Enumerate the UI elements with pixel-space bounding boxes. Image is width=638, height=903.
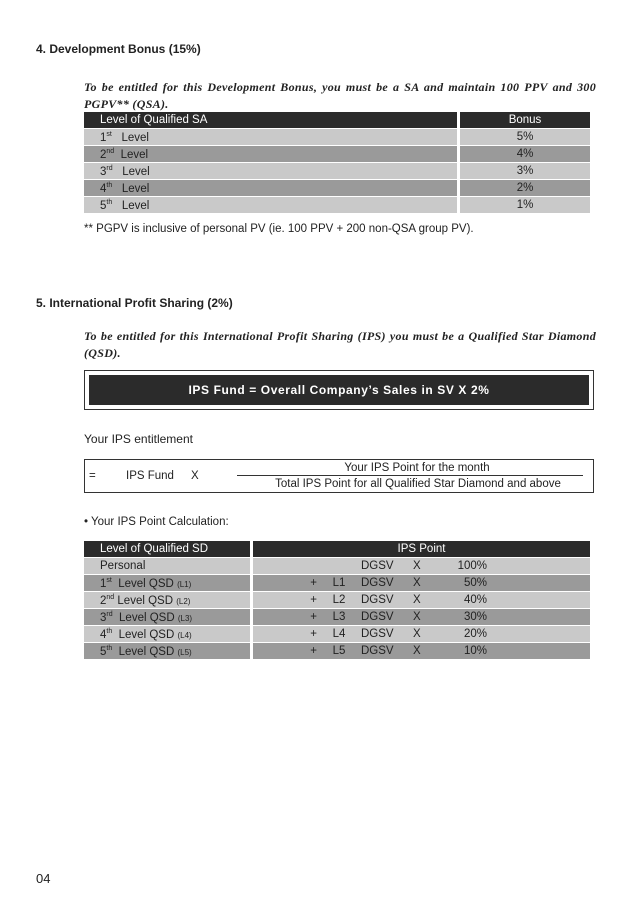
page-number: 04: [36, 871, 51, 886]
fraction-line: [237, 475, 583, 476]
table-row: 1st Level 5%: [84, 129, 590, 146]
table-row: 1st Level QSD (L1) + L1 DGSV X 50%: [84, 575, 590, 592]
development-bonus-table: [84, 112, 590, 214]
table-row: 3rd Level 3%: [84, 163, 590, 180]
table-row: 3rd Level QSD (L3) + L3 DGSV X 30%: [84, 609, 590, 626]
entitlement-label: Your IPS entitlement: [84, 432, 193, 446]
calc-label: • Your IPS Point Calculation:: [84, 516, 229, 528]
equals-sign: =: [89, 470, 96, 482]
ips-entitlement-formula: [84, 459, 594, 493]
table-row: 4th Level QSD (L4) + L4 DGSV X 20%: [84, 626, 590, 643]
ips-fund-formula: IPS Fund = Overall Company’s Sales in SV X 2%: [89, 375, 589, 405]
formula-denominator: Total IPS Point for all Qualified Star Diamond and above: [275, 478, 561, 490]
ips-fund-box: [84, 370, 594, 410]
section-4-intro: To be entitled for this Development Bonus, you must be a SA and maintain 100 PPV and 300 PGPV** (QSA).: [84, 80, 596, 111]
table-row: 4th Level 2%: [84, 180, 590, 197]
section-5-heading: 5. International Profit Sharing (2%): [36, 296, 233, 310]
ips-point-table: [84, 541, 590, 660]
formula-ips-fund: IPS Fund: [126, 470, 174, 482]
section-4-heading: 4. Development Bonus (15%): [36, 42, 201, 56]
table-row: 5th Level 1%: [84, 197, 590, 214]
table-row: 5th Level QSD (L5) + L5 DGSV X 10%: [84, 643, 590, 660]
col-header-ips-point: IPS Point: [253, 541, 590, 558]
table-row: 2nd Level 4%: [84, 146, 590, 163]
col-header-level-sd: Level of Qualified SD: [84, 541, 250, 558]
col-header-bonus: Bonus: [460, 112, 590, 129]
formula-numerator: Your IPS Point for the month: [344, 462, 490, 474]
table-row: Personal DGSV X 100%: [84, 558, 590, 575]
table-row: 2nd Level QSD (L2) + L2 DGSV X 40%: [84, 592, 590, 609]
pgpv-note: ** PGPV is inclusive of personal PV (ie. 100 PPV + 200 non-QSA group PV).: [84, 223, 474, 235]
section-5-intro: To be entitled for this International Profit Sharing (IPS) you must be a Qualified Star Diamond (QSD).: [84, 329, 596, 360]
formula-times: X: [191, 470, 199, 482]
col-header-level: Level of Qualified SA: [84, 112, 457, 129]
